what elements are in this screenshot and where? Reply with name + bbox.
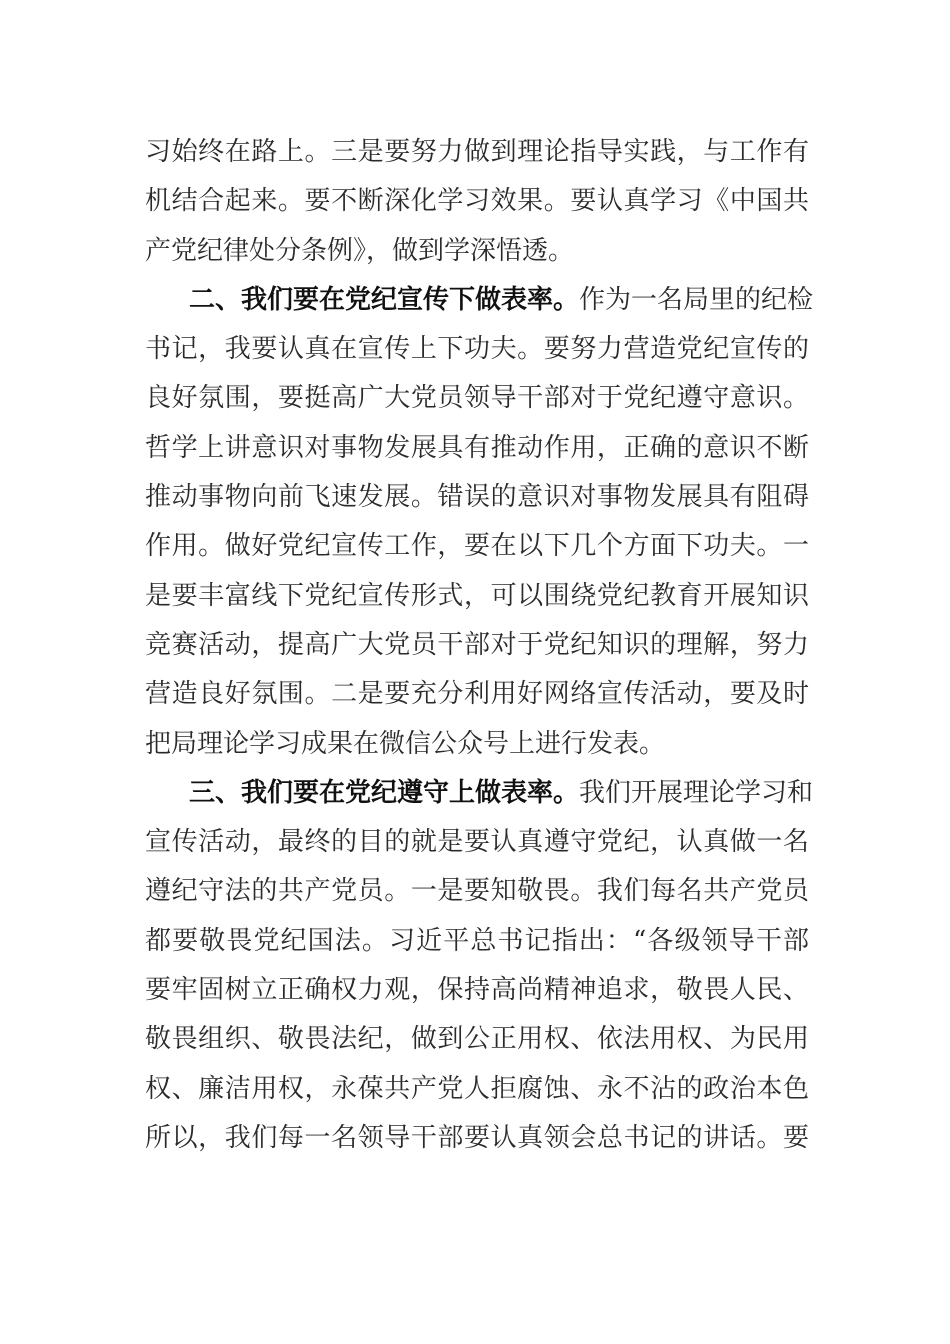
text-line: 推动事物向前飞速发展。错误的意识对事物发展具有阻碍 [145,482,809,513]
text-line: 权、廉洁用权，永葆共产党人拒腐蚀、永不沾的政治本色 [145,1073,809,1104]
text-run: 我们开展理论学习和 [579,777,814,808]
text-line: 竞赛活动，提高广大党员干部对于党纪知识的理解，努力 [145,629,809,660]
text-line: 把局理论学习成果在微信公众号上进行发表。 [145,728,666,759]
text-line: 要牢固树立正确权力观，保持高尚精神追求，敬畏人民、 [145,975,809,1006]
text-line: 书记，我要认真在宣传上下功夫。要努力营造党纪宣传的 [145,334,809,365]
text-line: 遵纪守法的共产党员。一是要知敬畏。我们每名共产党员 [145,876,809,907]
text-line: 是要丰富线下党纪宣传形式，可以围绕党纪教育开展知识 [145,580,809,611]
text-line: 都要敬畏党纪国法。习近平总书记指出：“各级领导干部 [145,925,809,956]
paragraph-first-line [145,276,814,325]
section-heading: 二、我们要在党纪宣传下做表率。 [189,284,580,315]
text-line: 营造良好氛围。二是要充分利用好网络宣传活动，要及时 [145,679,809,710]
text-line: 敬畏组织、敬畏法纪，做到公正用权、依法用权、为民用 [145,1024,809,1055]
text-line: 宣传活动，最终的目的就是要认真遵守党纪，认真做一名 [145,827,809,858]
text-line: 哲学上讲意识对事物发展具有推动作用，正确的意识不断 [145,432,809,463]
text-line: 机结合起来。要不断深化学习效果。要认真学习《中国共 [145,186,809,217]
body-text [145,128,814,1163]
section-heading: 三、我们要在党纪遵守上做表率。 [189,777,580,808]
text-line: 作用。做好党纪宣传工作，要在以下几个方面下功夫。一 [145,531,809,562]
text-run: 作为一名局里的纪检 [579,284,814,315]
text-line: 产党纪律处分条例》，做到学深悟透。 [145,235,575,266]
text-line: 习始终在路上。三是要努力做到理论指导实践，与工作有 [145,137,809,167]
text-line: 良好氛围，要挺高广大党员领导干部对于党纪遵守意识。 [145,383,809,414]
paragraph-first-line [145,769,814,818]
text-line: 所以，我们每一名领导干部要认真领会总书记的讲话。要 [145,1122,809,1153]
